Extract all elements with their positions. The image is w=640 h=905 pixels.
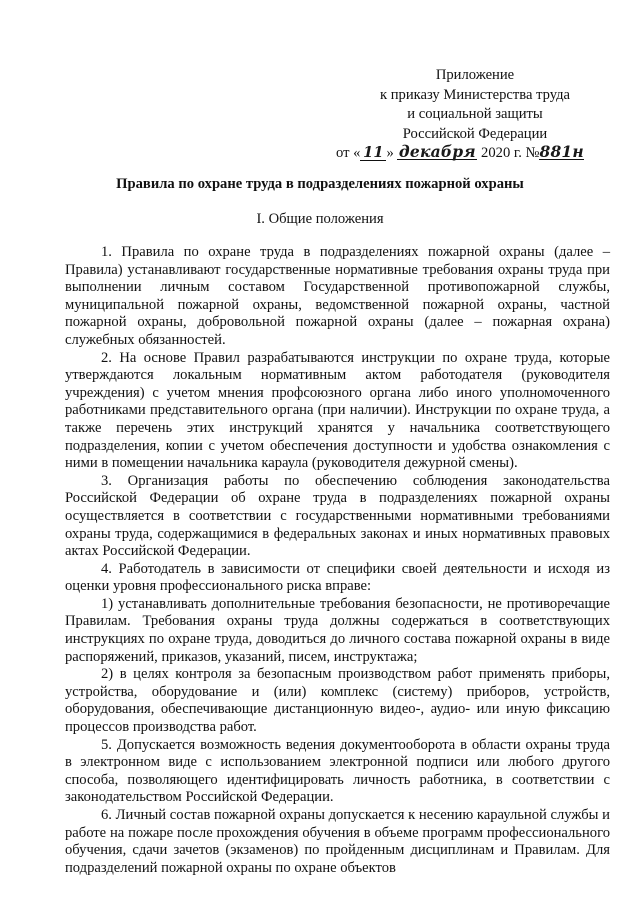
paragraph-4: 4. Работодатель в зависимости от специфики своей деятельности и исходя из оценки уровня профессионального риска вправе: [65,560,610,595]
appendix-label: Приложение [435,67,515,83]
paragraph-3: 3. Организация работы по обеспечению соблюдения законодательства Российской Федерации об охране труда в подразделениях пожарной охраны осуществляется в соответствии с государственными нормативными требованиями охраны труда, содержащимися в федеральных законах и иных нормативных правовых актах Российской Федерации. [65,472,610,560]
paragraph-6: 6. Личный состав пожарной охраны допускается к несению караульной службы и работе на пожаре после прохождения обучения в объеме программ профессионального обучения, сдачи зачетов (экзаменов) по пройденным дисциплинам и Правилам. Для подразделений пожарной охраны по охране объектов [65,807,610,876]
date-prefix: от « [336,145,361,161]
date-mid: » [386,145,394,161]
order-date-line [336,144,620,164]
date-year: 2020 г. № [481,145,540,161]
order-reference-line: к приказу Министерства труда [379,86,571,103]
paragraph-5: 5. Допускается возможность ведения документооборота в области охраны труда в электронном виде с использованием электронной подписи или любого другого способа, позволяющего идентифицировать личность работника, в соответствии с законодательством Российской Федерации. [65,736,610,806]
date-day: 11 [360,145,386,161]
date-month: декабря [398,142,476,161]
ministry-line: и социальной защиты [407,106,543,122]
paragraph-4-item-2: 2) в целях контроля за безопасным производством работ применять приборы, устройства, оборудование и (или) комплекс (систему) приборов, устройств, оборудования, обеспечивающие дистанционную видео-, аудио- или иную фиксацию процессов производства работ. [65,666,610,736]
section-heading: I. Общие положения [256,211,384,227]
country-line: Российской Федерации [402,125,548,142]
order-number: 881н [539,142,584,161]
paragraph-1: 1. Правила по охране труда в подразделениях пожарной охраны (далее – Правила) устанавливают государственные нормативные требования охраны труда при выполнении личным составом Государственной противопожарной службы, муниципальной пожарной охраны, ведомственной пожарной охраны, частной пожарной охраны, добровольной пожарной охраны (далее – пожарная охрана) служебных обязанностей. [65,244,610,348]
paragraph-4-item-1: 1) устанавливать дополнительные требования безопасности, не противоречащие Правилам. Требования охраны труда должны содержаться в соответствующих инструкциях по охране труда, доводиться до личного состава пожарной охраны в виде распоряжений, приказов, указаний, писем, инструктажа; [65,595,610,665]
document-title: Правила по охране труда в подразделениях пожарной охраны [116,176,524,192]
paragraph-2: 2. На основе Правил разрабатываются инструкции по охране труда, которые утверждаются локальным нормативным актом работодателя (руководителя учреждения) с учетом мнения профсоюзного органа либо иного уполномоченного работниками представительного органа (при наличии). Инструкции по охране труда, а также перечень этих инструкций хранятся у начальника соответствующего подразделения, копии с учетом обеспечения доступности и удобства ознакомления с ними в помещении начальника караула (руководителя дежурной смены). [65,349,610,472]
document-body [65,244,610,877]
appendix-header [330,66,620,164]
